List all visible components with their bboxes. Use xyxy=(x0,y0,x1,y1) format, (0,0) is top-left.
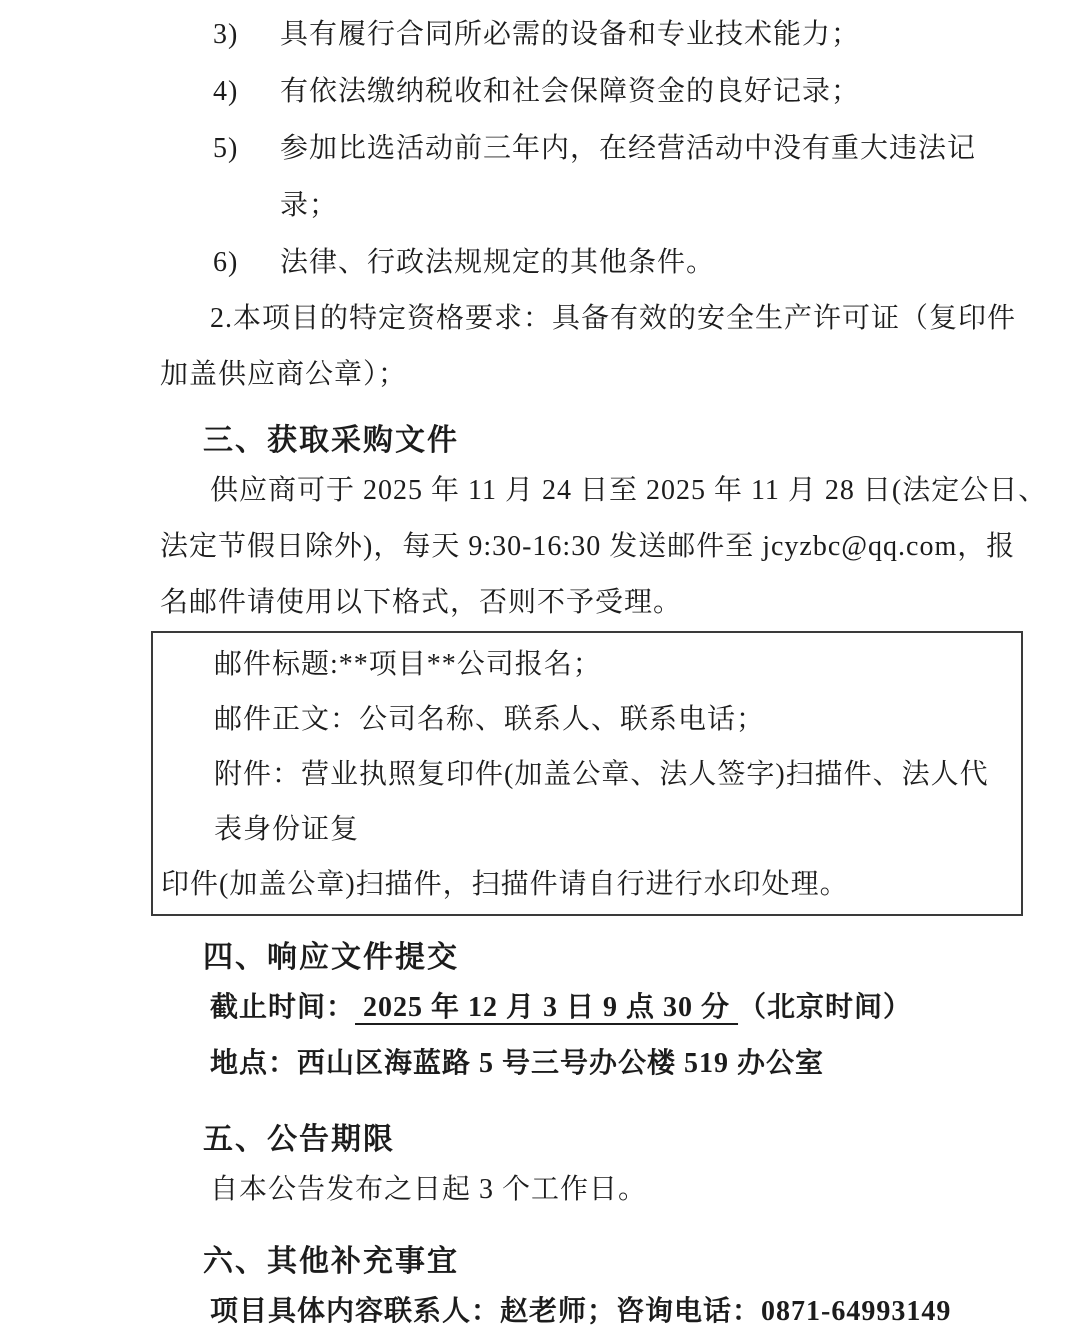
deadline-value: 2025 年 12 月 3 日 9 点 30 分 xyxy=(355,992,739,1023)
section-heading-response-submission: 四、响应文件提交 xyxy=(203,941,459,974)
qualification-item-3 xyxy=(160,6,1030,63)
section-heading-obtain-documents: 三、获取采购文件 xyxy=(203,424,459,457)
mail-format-box xyxy=(151,631,1023,916)
obtain-line-1: 供应商可于 2025 年 11 月 24 日至 2025 年 11 月 28 日(法定公日、 xyxy=(210,475,1048,506)
list-item-text: 具有履行合同所必需的设备和专业技术能力； xyxy=(280,19,861,50)
specific-qualification-line-1: 2.本项目的特定资格要求：具备有效的安全生产许可证（复印件 xyxy=(210,303,1017,334)
list-marker: 5) xyxy=(213,133,239,164)
qualification-item-4 xyxy=(160,63,1030,120)
list-marker: 3) xyxy=(213,19,239,50)
obtain-line-3: 名邮件请使用以下格式，否则不予受理。 xyxy=(160,587,683,618)
section-heading-announcement-period: 五、公告期限 xyxy=(203,1123,395,1156)
contact-line: 项目具体内容联系人：赵老师；咨询电话：0871-64993149 xyxy=(210,1296,952,1327)
location-value: 西山区海蓝路 5 号三号办公楼 519 办公室 xyxy=(297,1048,825,1079)
deadline-timezone: （北京时间） xyxy=(738,992,913,1023)
location-line xyxy=(160,1036,1030,1092)
qualification-item-5 xyxy=(160,120,1030,234)
specific-qualification-line-2: 加盖供应商公章）； xyxy=(160,359,408,390)
list-item-text: 参加比选活动前三年内，在经营活动中没有重大违法记录； xyxy=(280,133,977,221)
announcement-period-line: 自本公告发布之日起 3 个工作日。 xyxy=(210,1174,648,1205)
qualification-item-6 xyxy=(160,234,1030,291)
list-marker: 6) xyxy=(213,247,239,278)
location-label: 地点： xyxy=(210,1048,298,1079)
list-marker: 4) xyxy=(213,76,239,107)
mail-attachment-line-2: 印件(加盖公章)扫描件，扫描件请自行进行水印处理。 xyxy=(161,869,849,900)
list-item-text: 有依法缴纳税收和社会保障资金的良好记录； xyxy=(280,76,861,107)
deadline-line xyxy=(160,980,1030,1036)
list-item-text: 法律、行政法规规定的其他条件。 xyxy=(280,247,716,278)
section-heading-other-matters: 六、其他补充事宜 xyxy=(203,1245,459,1278)
mail-subject-line: 邮件标题:**项目**公司报名； xyxy=(214,649,602,680)
mail-attachment-line-1: 附件：营业执照复印件(加盖公章、法人签字)扫描件、法人代表身份证复 xyxy=(214,759,989,845)
mail-body-line: 邮件正文：公司名称、联系人、联系电话； xyxy=(214,704,766,735)
obtain-line-2: 法定节假日除外)，每天 9:30-16:30 发送邮件至 jcyzbc@qq.com，报 xyxy=(160,531,1016,562)
deadline-label: 截止时间： xyxy=(210,992,356,1023)
